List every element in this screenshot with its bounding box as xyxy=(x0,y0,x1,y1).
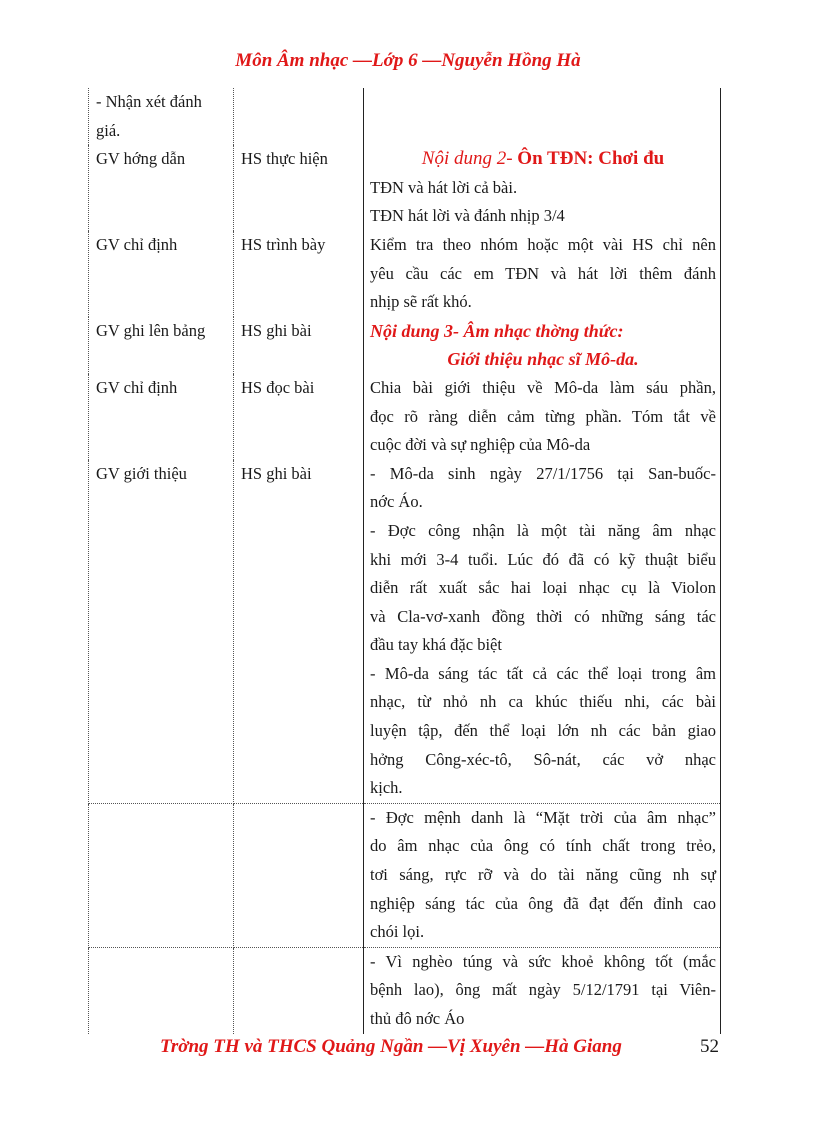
content-line: - Đợc mệnh danh là “Mặt trời của âm nhạc” xyxy=(370,807,716,827)
cell-text: HS trình bày xyxy=(241,234,326,254)
content-line: - Đợc công nhận là một tài năng âm nhạc xyxy=(370,520,716,540)
cell-text: HS ghi bài xyxy=(241,320,312,340)
section-title xyxy=(370,145,716,174)
content-line: diễn rất xuất sắc hai loại nhạc cụ là Violon xyxy=(370,578,716,598)
content-line: do âm nhạc của ông có tính chất trong trẻo, xyxy=(370,836,716,856)
content-line: tơi sáng, rực rỡ và do tài năng cũng nh sự xyxy=(370,865,716,885)
content-line: thủ đô nớc Áo xyxy=(370,1009,465,1028)
section-title: Nội dung 3- Âm nhạc thờng thức: xyxy=(370,320,624,341)
student-activity-cell xyxy=(234,317,364,374)
cell-text: giá. xyxy=(96,120,121,140)
student-activity-cell xyxy=(234,374,364,460)
content-cell xyxy=(364,460,721,804)
content-line: hởng Công-xéc-tô, Sô-nát, các vở nhạc xyxy=(370,749,716,769)
content-line: - Mô-da sáng tác tất cả các thể loại trong âm xyxy=(370,663,716,683)
cell-text: HS ghi bài xyxy=(241,463,312,483)
content-line: nhạc, từ nhỏ nh ca khúc thiếu nhi, các bài xyxy=(370,692,716,712)
table-row xyxy=(89,460,721,804)
footer-school: Trờng TH và THCS Quảng Ngần —Vị Xuyên —Hà Giang xyxy=(160,1036,622,1057)
cell-text: GV chỉ định xyxy=(96,234,178,254)
content-cell xyxy=(364,145,721,231)
teacher-activity-cell xyxy=(89,231,234,317)
section-title-main: Ôn TĐN: Chơi đu xyxy=(517,148,665,170)
content-line: luyện tập, đến thể loại lớn nh các bản giao xyxy=(370,721,716,741)
student-activity-cell xyxy=(234,88,364,145)
cell-text: HS đọc bài xyxy=(241,377,315,397)
content-line: Chia bài giới thiệu về Mô-da làm sáu phần, xyxy=(370,377,716,397)
cell-text: - Nhận xét đánh xyxy=(96,92,202,111)
student-activity-cell xyxy=(234,460,364,804)
content-line: TĐN hát lời và đánh nhịp 3/4 xyxy=(370,206,565,226)
table-row xyxy=(89,88,721,145)
table-row xyxy=(89,374,721,460)
content-line: đọc rõ ràng diễn cảm từng phần. Tóm tắt về xyxy=(370,406,716,426)
content-line: bệnh lao), ông mất ngày 5/12/1791 tại Viên- xyxy=(370,980,716,1000)
cell-text: HS thực hiện xyxy=(241,149,328,169)
teacher-activity-cell xyxy=(89,374,234,460)
teacher-activity-cell xyxy=(89,317,234,374)
student-activity-cell xyxy=(234,231,364,317)
page-header: Môn Âm nhạc —Lớp 6 —Nguyễn Hồng Hà xyxy=(235,50,581,71)
lesson-table xyxy=(88,88,721,1034)
content-line: chói lọi. xyxy=(370,922,425,942)
content-line: cuộc đời và sự nghiệp của Mô-da xyxy=(370,435,591,455)
student-activity-cell xyxy=(234,947,364,1033)
section-title-prefix: Nội dung 2- xyxy=(421,148,518,170)
content-line: đầu tay khá đặc biệt xyxy=(370,635,502,655)
teacher-activity-cell xyxy=(89,460,234,804)
content-cell xyxy=(364,317,721,374)
cell-text: GV hớng dẫn xyxy=(96,149,186,169)
content-cell xyxy=(364,947,721,1033)
table-row xyxy=(89,317,721,374)
content-line: - Vì nghèo túng và sức khoẻ không tốt (mắc xyxy=(370,951,716,971)
table-row xyxy=(89,947,721,1033)
teacher-activity-cell xyxy=(89,947,234,1033)
teacher-activity-cell xyxy=(89,88,234,145)
content-cell xyxy=(364,88,721,145)
content-line: nghiệp sáng tác của ông đã đạt đến đỉnh cao xyxy=(370,893,716,913)
content-line: và Cla-vơ-xanh đồng thời có những sáng tác xyxy=(370,606,716,626)
content-line: Kiểm tra theo nhóm hoặc một vài HS chỉ nên xyxy=(370,234,716,254)
section-subtitle: Giới thiệu nhạc sĩ Mô-da. xyxy=(447,349,639,370)
table-row xyxy=(89,231,721,317)
table-row xyxy=(89,145,721,231)
content-line: - Mô-da sinh ngày 27/1/1756 tại San-buốc- xyxy=(370,463,716,483)
content-line: TĐN và hát lời cả bài. xyxy=(370,177,518,197)
content-line: yêu cầu các em TĐN và hát lời thêm đánh xyxy=(370,263,716,283)
content-line: khi mới 3-4 tuổi. Lúc đó đã có kỹ thuật biểu xyxy=(370,549,716,569)
student-activity-cell xyxy=(234,145,364,231)
page-footer xyxy=(0,1036,816,1066)
student-activity-cell xyxy=(234,803,364,947)
content-line: nhịp sẽ rất khó. xyxy=(370,292,472,312)
cell-text: GV ghi lên bảng xyxy=(96,320,206,340)
content-line: nớc Áo. xyxy=(370,492,423,512)
cell-text: GV giới thiệu xyxy=(96,463,187,483)
cell-text: GV chỉ định xyxy=(96,377,178,397)
content-cell xyxy=(364,231,721,317)
content-cell xyxy=(364,374,721,460)
table-row xyxy=(89,803,721,947)
content-cell xyxy=(364,803,721,947)
page-number: 52 xyxy=(700,1036,719,1057)
teacher-activity-cell xyxy=(89,803,234,947)
content-line: kịch. xyxy=(370,778,403,798)
teacher-activity-cell xyxy=(89,145,234,231)
